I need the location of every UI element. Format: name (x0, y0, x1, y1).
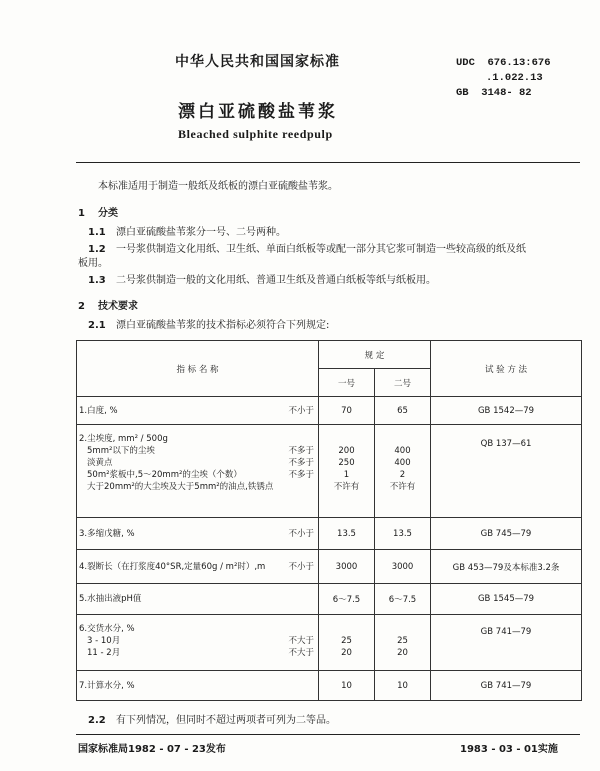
item-1-1-number: 1.1 (88, 227, 106, 238)
row-2b-grade-2: 400 (394, 458, 411, 468)
row-2-method: QB 137—61 (431, 425, 582, 518)
header-spec: 规 定 (319, 341, 431, 369)
item-1-2-cont: 板用。 (78, 258, 108, 269)
row-6b-cond: 不大于 (288, 648, 314, 658)
row-2c-grade-2: 2 (399, 470, 406, 480)
table-row (77, 397, 582, 425)
table-row (77, 518, 582, 550)
row-6a-grade-2: 25 (397, 636, 408, 646)
row-2a-grade-2: 400 (394, 446, 411, 456)
row-2d-grade-1: 不许有 (333, 482, 360, 492)
item-2-2 (88, 712, 336, 729)
header-method: 试 验 方 法 (431, 341, 582, 397)
udc-code-cont: .1.022.13 (486, 72, 543, 84)
table-row (77, 615, 582, 671)
row-2d-grade-2: 不许有 (389, 482, 416, 492)
row-5-name: 5.水抽出液pH值 (79, 594, 142, 604)
row-7-name: 7.计算水分, % (79, 680, 135, 691)
row-6a-cond: 不大于 (288, 636, 314, 646)
issuer-date: 国家标准局1982 - 07 - 23发布 (78, 744, 226, 755)
header-indicator: 指 标 名 称 (77, 341, 319, 397)
item-1-2 (88, 241, 583, 258)
section-2-heading (78, 298, 138, 315)
row-6b-grade-2: 20 (397, 648, 408, 658)
row-1-method: GB 1542—79 (431, 397, 582, 425)
row-7-method: GB 741—79 (431, 671, 582, 701)
section-2-number: 2 (78, 301, 85, 312)
section-1-heading (78, 205, 118, 222)
item-2-2-text: 有下列情况，但同时不超过两项者可列为二等品。 (116, 715, 336, 726)
row-2d-name: 大于20mm²的大尘埃及大于5mm²的油点,铁锈点 (87, 482, 274, 492)
udc-code: UDC 676.13:676 (456, 57, 551, 69)
classification-codes (456, 56, 574, 101)
item-1-2-number: 1.2 (88, 244, 106, 255)
row-4-grade-2: 3000 (375, 550, 431, 584)
row-2c-grade-1: 1 (343, 470, 350, 480)
gb-code: GB 3148- 82 (456, 87, 532, 99)
row-4-name: 4.裂断长（在打浆度40°SR,定量60g / m²时）,m (79, 561, 266, 572)
row-4-grade-1: 3000 (319, 550, 375, 584)
intro-text: 本标准适用于制造一般纸及纸板的漂白亚硫酸盐苇浆。 (98, 181, 338, 192)
row-2c-cond: 不多于 (288, 470, 314, 480)
section-1-title: 分类 (98, 208, 118, 219)
row-2c-name: 50m²浆板中,5～20mm²的尘埃（个数） (87, 470, 242, 480)
table-row (77, 584, 582, 615)
table-row (77, 671, 582, 701)
row-5-grade-1: 6～7.5 (319, 584, 375, 615)
row-2-name: 2.尘埃度, mm² / 500g (79, 434, 168, 444)
row-3-grade-2: 13.5 (375, 518, 431, 550)
document-subtitle: Bleached sulphite reedpulp (178, 127, 333, 141)
section-1-number: 1 (78, 208, 85, 219)
row-6-name: 6.交货水分, % (79, 624, 135, 634)
item-2-1-text: 漂白亚硫酸盐苇浆的技术指标必须符合下列规定: (116, 320, 330, 331)
row-5-method: GB 1545—79 (431, 584, 582, 615)
item-2-2-number: 2.2 (88, 715, 106, 726)
row-6-method: GB 741—79 (431, 615, 582, 671)
row-2b-name: 淡黄点 (87, 458, 113, 468)
item-2-1-number: 2.1 (88, 320, 106, 331)
section-2-title: 技术要求 (98, 301, 138, 312)
row-2a-grade-1: 200 (338, 446, 355, 456)
row-6b-grade-1: 20 (341, 648, 352, 658)
row-3-method: GB 745—79 (431, 518, 582, 550)
row-3-cond: 不小于 (288, 528, 314, 539)
document-title: 漂白亚硫酸盐苇浆 (178, 102, 338, 122)
header-grade-2: 二号 (375, 369, 431, 397)
row-3-name: 3.多缩戊糖, % (79, 528, 135, 539)
item-1-3 (88, 272, 436, 289)
row-6a-name: 3 - 10月 (87, 636, 121, 646)
row-3-grade-1: 13.5 (319, 518, 375, 550)
row-5-grade-2: 6～7.5 (375, 584, 431, 615)
footer-divider (76, 734, 580, 735)
row-2a-cond: 不多于 (288, 446, 314, 456)
row-6b-name: 11 - 2月 (87, 648, 121, 658)
header-divider (76, 162, 580, 163)
header-grade-1: 一号 (319, 369, 375, 397)
row-4-cond: 不小于 (288, 561, 314, 572)
row-4-method: GB 453—79及本标准3.2条 (431, 550, 582, 584)
table-row (77, 425, 582, 518)
row-6a-grade-1: 25 (341, 636, 352, 646)
effective-date: 1983 - 03 - 01实施 (460, 744, 558, 755)
row-1-grade-2: 65 (375, 397, 431, 425)
item-1-1-text: 漂白亚硫酸盐苇浆分一号、二号两种。 (116, 227, 286, 238)
spec-table (76, 340, 582, 701)
row-2b-grade-1: 250 (338, 458, 355, 468)
item-1-3-text: 二号浆供制造一般的文化用纸、普通卫生纸及普通白纸板等纸与纸板用。 (116, 275, 436, 286)
row-2b-cond: 不多于 (288, 458, 314, 468)
item-1-1 (88, 224, 286, 241)
table-row (77, 550, 582, 584)
row-1-grade-1: 70 (319, 397, 375, 425)
standard-org: 中华人民共和国国家标准 (175, 54, 340, 70)
row-7-grade-2: 10 (375, 671, 431, 701)
row-7-grade-1: 10 (319, 671, 375, 701)
row-2a-name: 5mm²以下的尘埃 (87, 446, 155, 456)
item-2-1 (88, 317, 329, 334)
row-1-cond: 不小于 (288, 405, 314, 416)
item-1-3-number: 1.3 (88, 275, 106, 286)
item-1-2-text: 一号浆供制造文化用纸、卫生纸、单面白纸板等或配一部分其它浆可制造一些较高级的纸及纸 (116, 244, 526, 255)
row-1-name: 1.白度, % (79, 405, 118, 416)
